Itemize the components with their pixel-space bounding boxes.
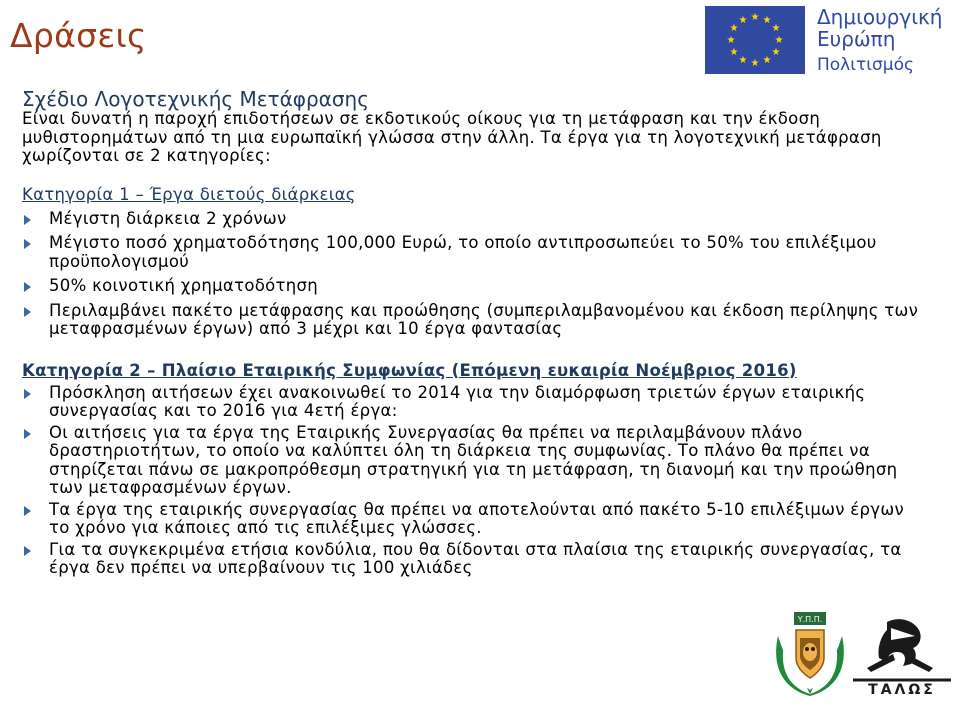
svg-text:★: ★ [774,35,784,46]
eu-logo-line2: Ευρώπη [817,27,896,51]
eu-flag-icon [705,6,805,74]
talos-logo [847,612,957,698]
bullet-arrow-icon [24,546,31,556]
category2-heading: Κατηγορία 2 – Πλαίσιο Εταιρικής Συμφωνίας (Επόμενη ευκαιρία Νοέμβριος 2016) [22,360,797,380]
svg-text:★: ★ [750,58,760,69]
bullet-arrow-icon [24,215,31,225]
svg-text:★: ★ [726,35,736,46]
category1-heading: Κατηγορία 1 – Έργα διετούς διάρκειας [22,184,356,204]
list-item: Οι αιτήσεις για τα έργα της Εταιρικής Συνεργασίας θα πρέπει να περιλαμβάνουν πλάνο δραστηριοτήτων, το οποίο να καλύπτει όλη τη διάρκεια της συμφωνίας. Το πλάνο θα πρέπει να στηρίζεται πάνω σε μακροπρόθεσμη στρατηγική για τη μετάφραση, τη διανομή και την προώθηση των μεταφρασμένων έργων. [22,424,927,498]
bullet-arrow-icon [24,389,31,399]
bullet-arrow-icon [24,282,31,292]
section-intro: Είναι δυνατή η παροχή επιδοτήσεων σε εκδοτικούς οίκους για τη μετάφραση και την έκδοση μυθιστορημάτων από τη μια ευρωπαϊκή γλώσσα στην άλλη. Τα έργα για τη λογοτεχνική μετάφραση χωρίζονται σε 2 κατηγορίες: [22,109,882,165]
category1-list [22,210,927,339]
list-item: Μέγιστη διάρκεια 2 χρόνων [22,210,927,229]
svg-text:★: ★ [729,47,739,58]
svg-text:★: ★ [738,55,748,66]
list-item: Τα έργα της εταιρικής συνεργασίας θα πρέπει να αποτελούνται από πακέτο 5-10 επιλέξιμων έργων το χρόνο για κάποιες από τις επιλέξιμες γλώσσες. [22,501,927,538]
bullet-arrow-icon [24,506,31,516]
eu-logo-line1: Δημιουργική [817,5,943,29]
bullet-arrow-icon [24,239,31,249]
svg-text:★: ★ [762,55,772,66]
slide-body [22,88,927,578]
list-item: Για τα συγκεκριμένα ετήσια κονδύλια, που θα δίδονται στα πλαίσια της εταιρικής συνεργασίας, τα έργα δεν πρέπει να υπερβαίνουν τις 100 χιλιάδες [22,541,927,578]
svg-text:★: ★ [729,23,739,34]
list-item: Μέγιστο ποσό χρηματοδότησης 100,000 Ευρώ, το οποίο αντιπροσωπεύει το 50% του επιλέξιμου προϋπολογισμού [22,234,927,271]
bullet-arrow-icon [24,307,31,317]
category2-list [22,384,927,578]
list-item: 50% κοινοτική χρηματοδότηση [22,277,927,296]
slide-title: Δράσεις [10,16,147,55]
ministry-emblem-logo [770,608,850,702]
creative-europe-logo [705,6,953,76]
svg-text:★: ★ [750,12,760,23]
svg-text:★: ★ [771,47,781,58]
svg-text:★: ★ [771,23,781,34]
eu-logo-text [817,6,942,77]
emblem-text: Υ.Π.Π. [797,615,823,624]
bullet-arrow-icon [24,429,31,439]
svg-text:★: ★ [762,15,772,26]
list-item: Πρόσκληση αιτήσεων έχει ανακοινωθεί το 2014 για την διαμόρφωση τριετών έργων εταιρικής συνεργασίας και το 2016 για 4ετή έργα: [22,384,927,421]
svg-text:★: ★ [738,15,748,26]
list-item: Περιλαμβάνει πακέτο μετάφρασης και προώθησης (συμπεριλαμβανομένου και έκδοση περίληψης των μεταφρασμένων έργων) από 3 μέχρι και 10 έργα φαντασίας [22,302,927,339]
talos-text: ΤΑΛΩΣ [868,682,936,698]
section-heading: Σχέδιο Λογοτεχνικής Μετάφρασης [22,87,369,111]
eu-logo-line3: Πολιτισμός [817,55,914,75]
